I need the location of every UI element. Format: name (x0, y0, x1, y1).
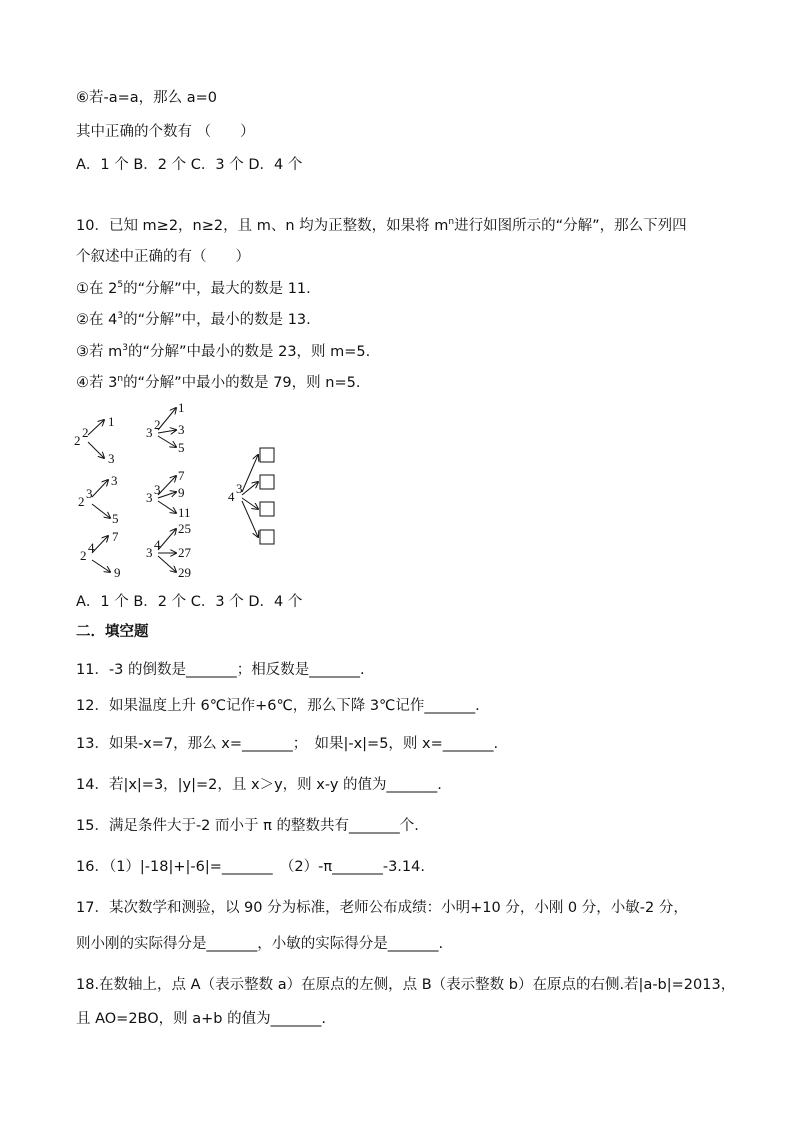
g4-base: 3 (146, 425, 153, 440)
answer-box-2 (260, 475, 274, 489)
answer-box-1 (260, 448, 274, 462)
g2-out-1: 3 (111, 473, 118, 488)
question-14: 14．若|x|=3，|y|=2，且 x＞y，则 x-y 的值为_______. (76, 777, 442, 793)
g1-exp: 2 (82, 425, 89, 440)
answer-options-10: A．1 个 B．2 个 C．3 个 D．4 个 (76, 594, 303, 610)
statement-4: ④若 3$^n$的“分解”中最小的数是 79，则 n=5. (76, 374, 361, 391)
g4-out-3: 5 (178, 440, 185, 455)
g4-out-2: 3 (178, 422, 185, 437)
g2-out-2: 5 (112, 511, 119, 526)
g2-base: 2 (78, 494, 85, 509)
question-10-stem: 10．已知 m≥2，n≥2，且 m、n 均为正整数，如果将 $m^n$进行如图所示的“分解”，那么下列四 (76, 217, 687, 234)
statement-6: ⑥若-a=a，那么 a=0 (76, 90, 218, 106)
g3-out-2: 9 (114, 565, 121, 580)
answer-box-4 (260, 530, 274, 544)
g4-out-1: 1 (178, 400, 185, 415)
statement-3: ③若 $m^3$的“分解”中最小的数是 23，则 m=5. (76, 343, 371, 360)
g3-base: 2 (80, 548, 87, 563)
question-15: 15．满足条件大于-2 而小于 π 的整数共有_______个. (76, 818, 419, 834)
answer-options-9: A．1 个 B．2 个 C．3 个 D．4 个 (76, 157, 303, 173)
question-16: 16．（1）|-18|+|-6|=_______ （2）-π_______-3.14. (76, 859, 425, 875)
statement-2: ②在 $4^3$的“分解”中，最小的数是 13. (76, 311, 311, 328)
question-10-stem-cont: 个叙述中正确的有（ ） (76, 249, 250, 265)
answer-box-3 (260, 502, 274, 516)
question-prompt: 其中正确的个数有 （ ） (76, 124, 255, 140)
g2-exp: 3 (86, 486, 93, 501)
g6-out-1: 25 (178, 521, 191, 536)
g3-exp: 4 (88, 540, 95, 555)
g5-out-2: 9 (178, 485, 185, 500)
question-11: 11．-3 的倒数是_______；相反数是_______. (76, 662, 365, 678)
statement-1: ①在 $2^5$的“分解”中，最大的数是 11. (76, 280, 311, 297)
g5-base: 3 (146, 490, 153, 505)
g1-out-2: 3 (108, 451, 115, 466)
question-17-cont: 则小刚的实际得分是_______，小敏的实际得分是_______. (76, 936, 444, 952)
g7-base: 4 (228, 489, 235, 504)
g5-out-1: 7 (178, 468, 185, 483)
question-18: 18.在数轴上，点 A（表示整数 a）在原点的左侧，点 B（表示整数 b）在原点的右侧.若|a-b|=2013， (76, 977, 736, 993)
question-13: 13．如果-x=7，那么 x=_______； 如果|-x|=5，则 x=_______. (76, 736, 499, 752)
section-heading-fill-in: 二．填空题 (76, 624, 149, 640)
g5-exp: 3 (154, 482, 161, 497)
g6-out-2: 27 (178, 545, 191, 560)
question-18-cont: 且 AO=2BO，则 a+b 的值为_______. (76, 1011, 326, 1027)
g6-out-3: 29 (178, 565, 191, 580)
g5-out-3: 11 (178, 505, 191, 520)
question-17: 17．某次数学和测验，以 90 分为标准，老师公布成绩：小明+10 分，小刚 0 分，小敏-2 分， (76, 900, 688, 916)
g6-exp: 4 (154, 537, 161, 552)
g3-out-1: 7 (112, 529, 119, 544)
question-12: 12．如果温度上升 6℃记作+6℃，那么下降 3℃记作_______. (76, 698, 480, 714)
g6-base: 3 (146, 545, 153, 560)
g1-out-1: 1 (108, 414, 115, 429)
g7-exp: 3 (236, 481, 243, 496)
g1-base: 2 (74, 433, 81, 448)
g4-exp: 2 (154, 417, 161, 432)
decomposition-diagram (70, 400, 310, 590)
